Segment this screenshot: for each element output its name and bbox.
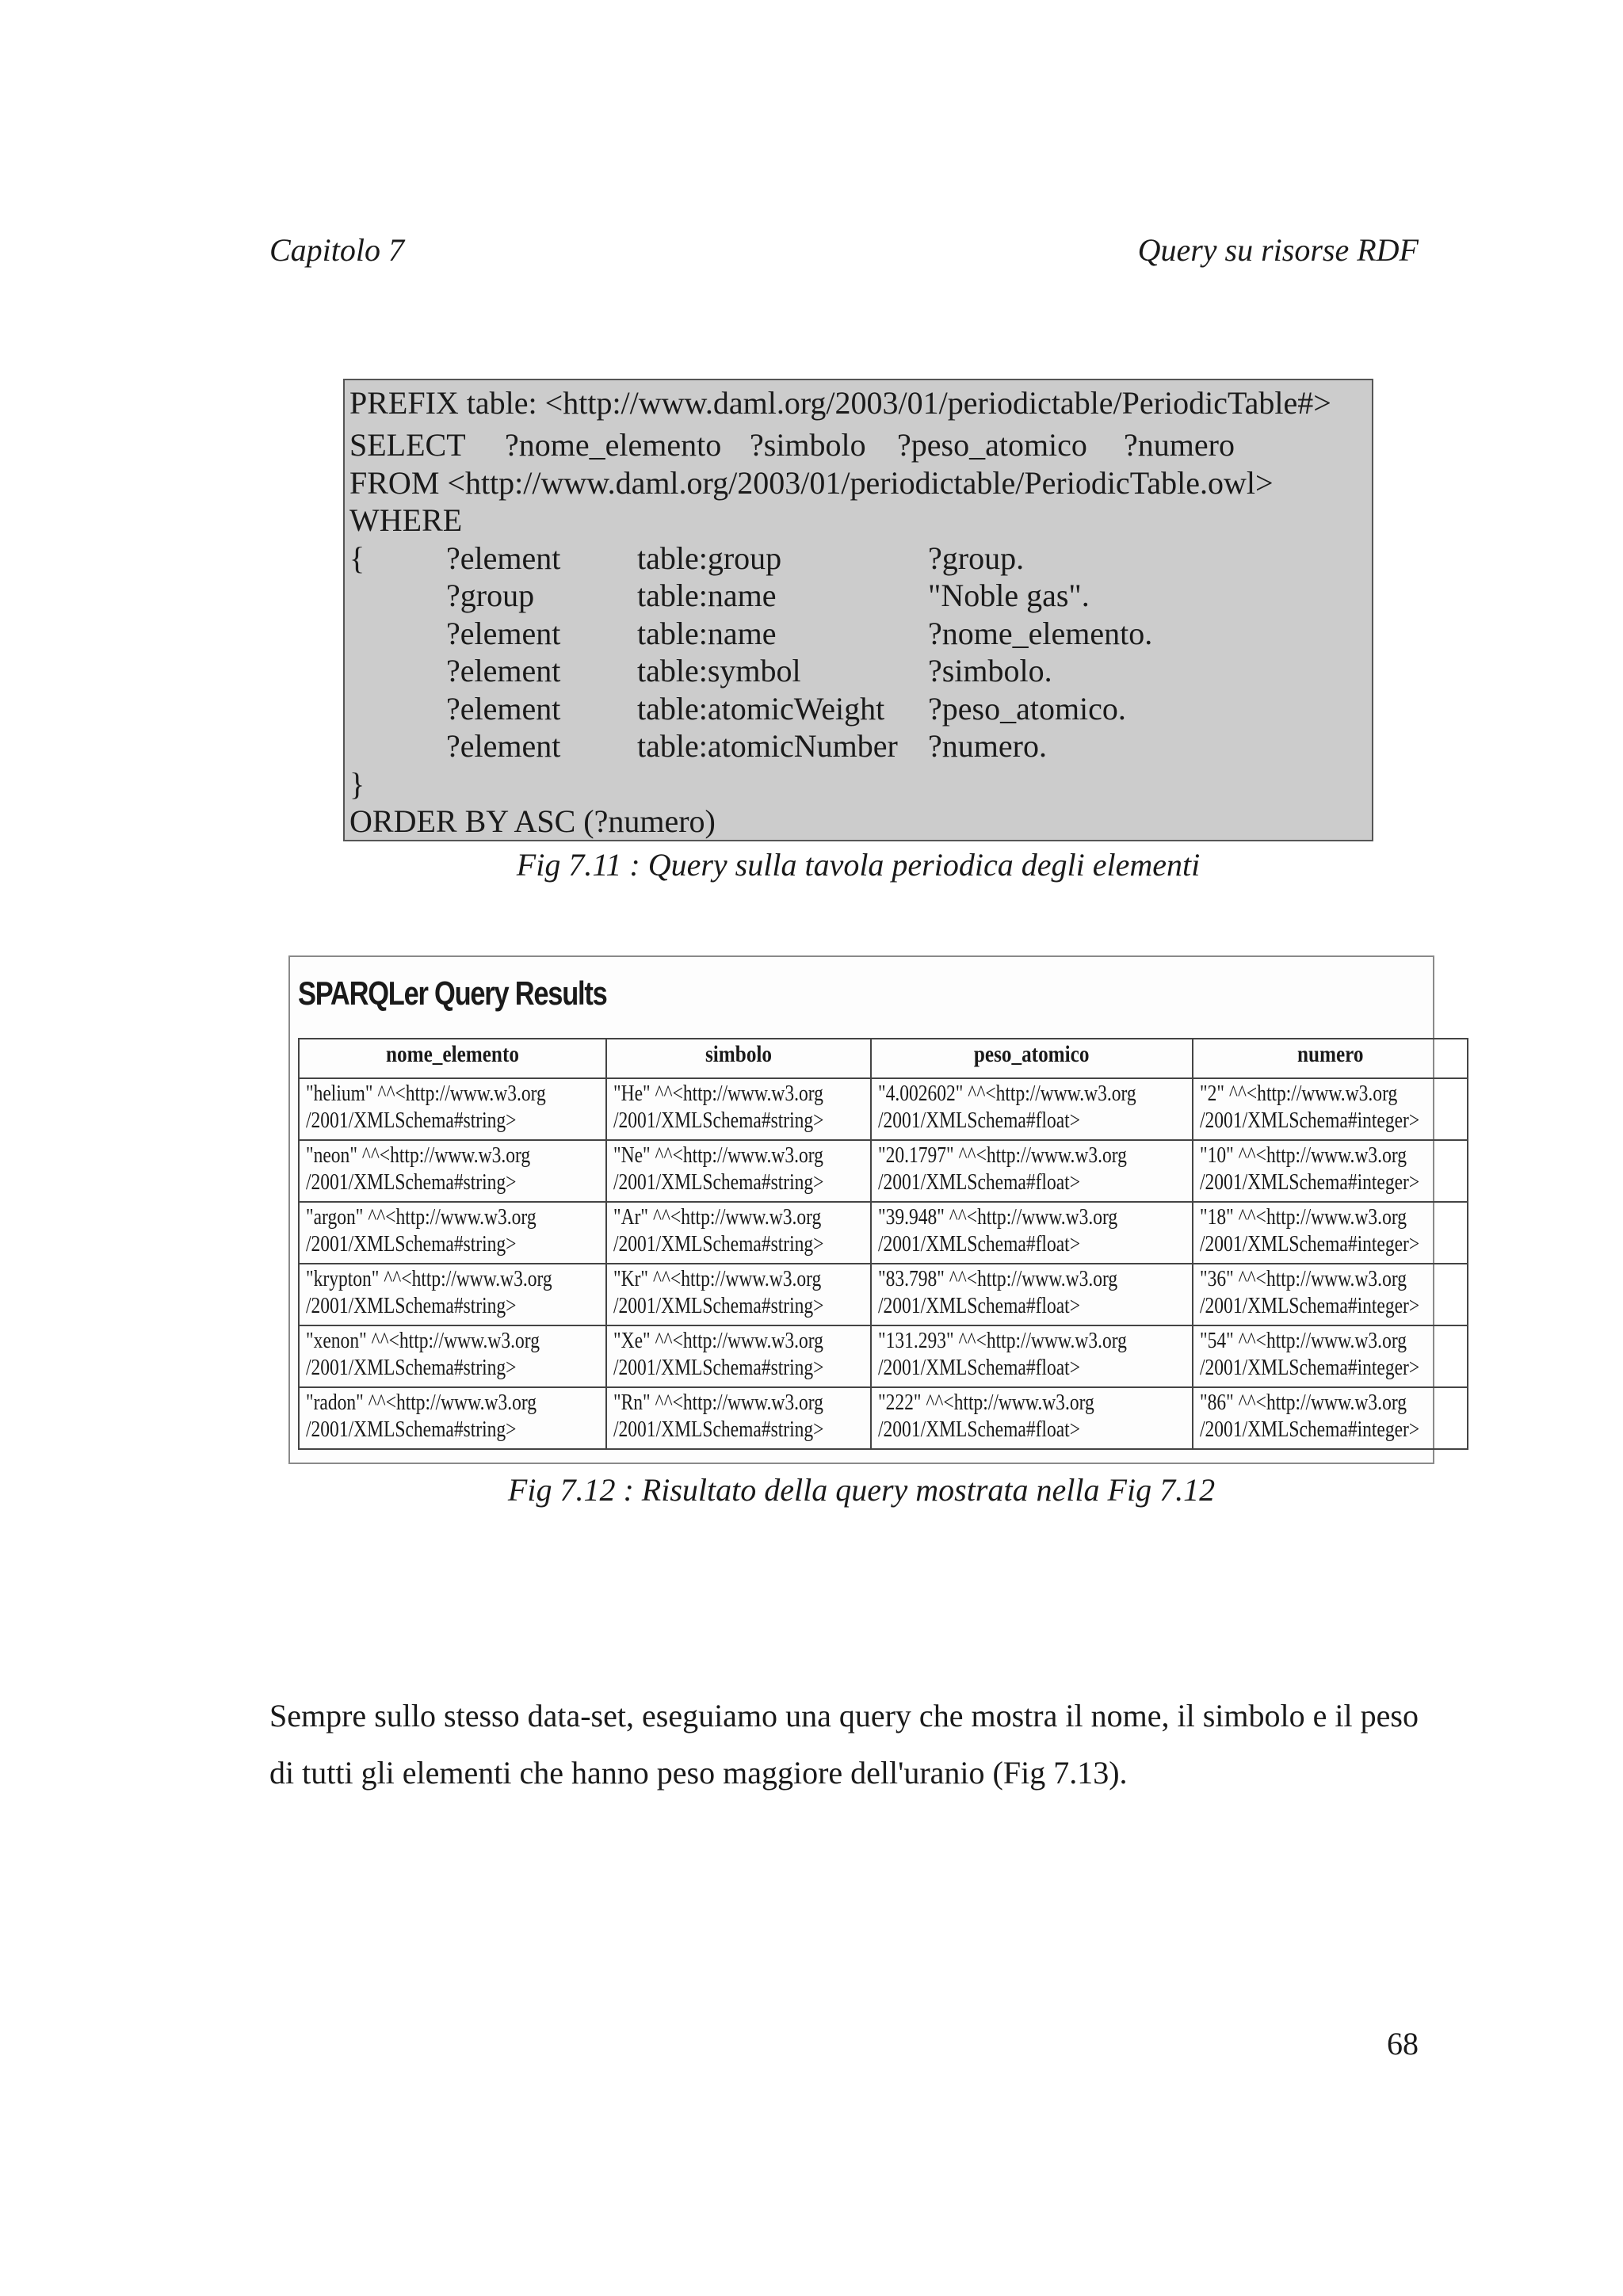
table-cell: "Ne" ^^<http://www.w3.org /2001/XMLSchema#string> — [606, 1140, 871, 1202]
table-row — [299, 1140, 1468, 1202]
column-header: numero — [1193, 1039, 1468, 1078]
table-cell: "83.798" ^^<http://www.w3.org /2001/XMLSchema#float> — [871, 1264, 1193, 1325]
query-order: ORDER BY ASC (?numero) — [349, 803, 716, 839]
triple-predicate: table:atomicWeight — [637, 690, 885, 727]
query-triple — [349, 652, 1372, 690]
triple-object: ?simbolo. — [928, 653, 1052, 688]
triple-subject: ?element — [446, 728, 561, 764]
query-where-line — [349, 502, 1372, 540]
query-select-var: ?peso_atomico — [897, 427, 1087, 463]
table-row — [299, 1387, 1468, 1449]
table-cell: "2" ^^<http://www.w3.org /2001/XMLSchema#integer> — [1193, 1078, 1468, 1140]
table-row — [299, 1264, 1468, 1325]
table-row — [299, 1078, 1468, 1140]
running-header-chapter: Capitolo 7 — [269, 232, 405, 268]
table-cell: "krypton" ^^<http://www.w3.org /2001/XMLSchema#string> — [299, 1264, 606, 1325]
query-from-line — [349, 464, 1372, 502]
results-title: SPARQLer Query Results — [298, 974, 607, 1012]
triple-object: ?nome_elemento. — [928, 615, 1153, 651]
table-cell: "18" ^^<http://www.w3.org /2001/XMLSchema#integer> — [1193, 1202, 1468, 1264]
column-header: nome_elemento — [299, 1039, 606, 1078]
query-select-var: ?nome_elemento — [505, 427, 722, 463]
triple-subject: ?element — [446, 690, 561, 727]
query-from: FROM <http://www.daml.org/2003/01/periodictable/PeriodicTable.owl> — [349, 464, 1274, 501]
triple-predicate: table:name — [637, 578, 777, 613]
triple-subject: ?element — [446, 653, 561, 688]
sparql-query-box — [343, 379, 1373, 841]
query-prefix: PREFIX table: <http://www.daml.org/2003/01/periodictable/PeriodicTable#> — [349, 385, 1331, 421]
results-header-row — [299, 1039, 1468, 1078]
table-row — [299, 1202, 1468, 1264]
table-cell: "radon" ^^<http://www.w3.org /2001/XMLSchema#string> — [299, 1387, 606, 1449]
table-cell: "4.002602" ^^<http://www.w3.org /2001/XMLSchema#float> — [871, 1078, 1193, 1140]
figure-caption-7-12: Fig 7.12 : Risultato della query mostrata nella Fig 7.12 — [507, 1472, 1216, 1508]
triple-subject: ?element — [446, 540, 561, 576]
query-prefix-line — [349, 380, 1372, 426]
table-cell: "20.1797" ^^<http://www.w3.org /2001/XMLSchema#float> — [871, 1140, 1193, 1202]
query-order-line — [349, 803, 1372, 841]
query-triple — [349, 615, 1372, 653]
table-cell: "36" ^^<http://www.w3.org /2001/XMLSchema#integer> — [1193, 1264, 1468, 1325]
query-triple — [349, 690, 1372, 728]
query-select-keyword: SELECT — [349, 427, 466, 463]
table-cell: "Ar" ^^<http://www.w3.org /2001/XMLSchema#string> — [606, 1202, 871, 1264]
triple-predicate: table:atomicNumber — [637, 728, 898, 764]
triple-object: "Noble gas". — [928, 578, 1090, 613]
table-cell: "39.948" ^^<http://www.w3.org /2001/XMLSchema#float> — [871, 1202, 1193, 1264]
query-where: WHERE — [349, 502, 463, 538]
table-row — [299, 1325, 1468, 1387]
query-select-line — [349, 426, 1372, 464]
figure-caption-7-11: Fig 7.11 : Query sulla tavola periodica degli elementi — [516, 847, 1201, 883]
body-paragraph: Sempre sullo stesso data-set, eseguiamo una query che mostra il nome, il simbolo e il peso di tutti gli elementi che hanno peso maggiore dell'uranio (Fig 7.13). — [269, 1698, 1419, 1791]
query-select-var: ?numero — [1124, 427, 1235, 463]
query-open-brace: { — [349, 540, 365, 576]
table-cell: "He" ^^<http://www.w3.org /2001/XMLSchema#string> — [606, 1078, 871, 1140]
running-header-section: Query su risorse RDF — [1137, 232, 1419, 268]
query-triple — [349, 577, 1372, 615]
triple-object: ?group. — [928, 540, 1025, 576]
triple-predicate: table:name — [637, 615, 777, 651]
triple-predicate: table:symbol — [637, 653, 801, 688]
table-cell: "Xe" ^^<http://www.w3.org /2001/XMLSchema#string> — [606, 1325, 871, 1387]
query-close-line — [349, 765, 1372, 803]
table-cell: "86" ^^<http://www.w3.org /2001/XMLSchema#integer> — [1193, 1387, 1468, 1449]
query-triple — [349, 540, 1372, 578]
column-header: peso_atomico — [871, 1039, 1193, 1078]
table-cell: "10" ^^<http://www.w3.org /2001/XMLSchema#integer> — [1193, 1140, 1468, 1202]
table-cell: "131.293" ^^<http://www.w3.org /2001/XMLSchema#float> — [871, 1325, 1193, 1387]
table-cell: "xenon" ^^<http://www.w3.org /2001/XMLSchema#string> — [299, 1325, 606, 1387]
query-close-brace: } — [349, 765, 365, 802]
results-table — [298, 1038, 1468, 1450]
page-number: 68 — [1387, 2026, 1419, 2061]
sparqler-results-screenshot — [288, 955, 1434, 1464]
triple-object: ?peso_atomico. — [928, 690, 1126, 727]
column-header: simbolo — [606, 1039, 871, 1078]
triple-subject: ?element — [446, 615, 561, 651]
table-cell: "222" ^^<http://www.w3.org /2001/XMLSchema#float> — [871, 1387, 1193, 1449]
table-cell: "argon" ^^<http://www.w3.org /2001/XMLSchema#string> — [299, 1202, 606, 1264]
query-select-var: ?simbolo — [750, 427, 866, 463]
table-cell: "neon" ^^<http://www.w3.org /2001/XMLSchema#string> — [299, 1140, 606, 1202]
triple-subject: ?group — [446, 578, 535, 613]
query-triple — [349, 727, 1372, 765]
table-cell: "helium" ^^<http://www.w3.org /2001/XMLSchema#string> — [299, 1078, 606, 1140]
table-cell: "Kr" ^^<http://www.w3.org /2001/XMLSchema#string> — [606, 1264, 871, 1325]
table-cell: "Rn" ^^<http://www.w3.org /2001/XMLSchema#string> — [606, 1387, 871, 1449]
triple-object: ?numero. — [928, 728, 1047, 764]
triple-predicate: table:group — [637, 540, 782, 576]
table-cell: "54" ^^<http://www.w3.org /2001/XMLSchema#integer> — [1193, 1325, 1468, 1387]
